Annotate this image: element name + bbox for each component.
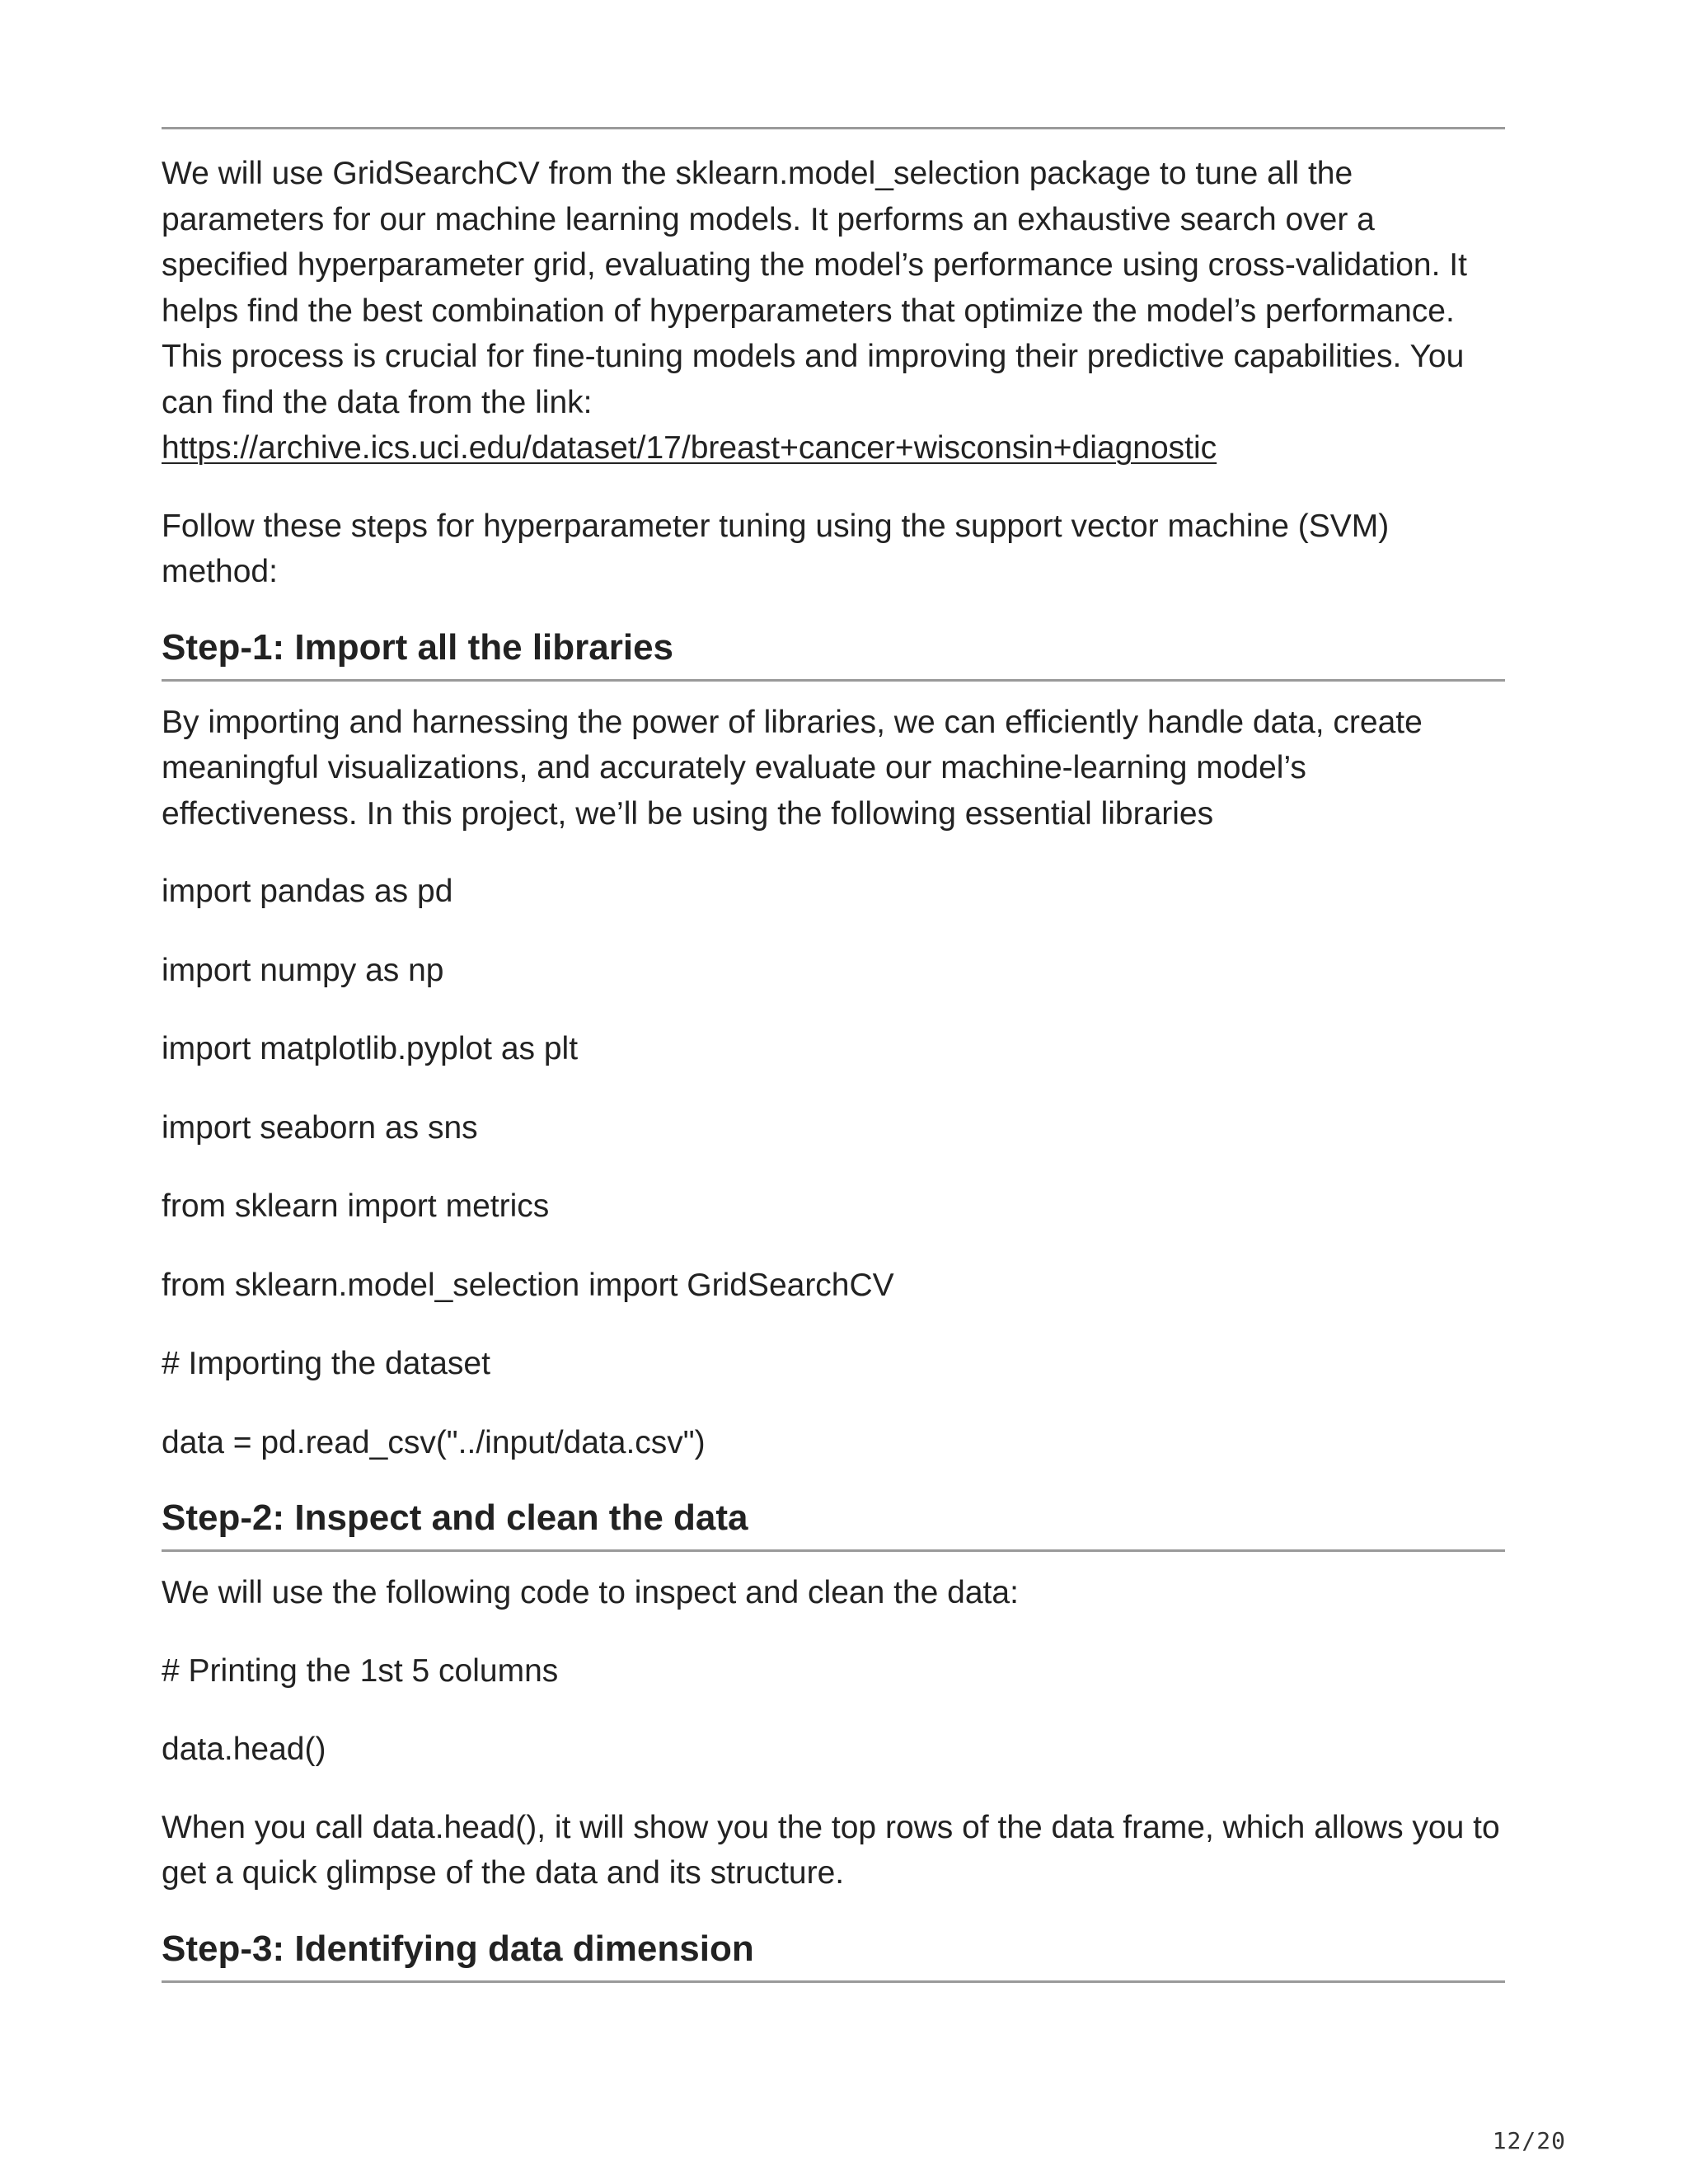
intro-paragraph: We will use GridSearchCV from the sklearn.model_selection package to tune all the parameters for our machine learning models. It performs an exhaustive search over a specified hyperparameter grid, evaluating the model’s performance using cross-validation. It helps find the best combination of hyperparameters that optimize the model’s performance. This process is crucial for fine-tuning models and improving their predictive capabilities. You can find the data from the link: <box>162 156 1467 420</box>
code-comment: # Printing the 1st 5 columns <box>162 1652 559 1689</box>
code-line: import numpy as np <box>162 952 444 988</box>
code-line: data.head() <box>162 1732 326 1767</box>
step2-heading: Step-2: Inspect and clean the data <box>162 1497 748 1538</box>
code-comment: # Importing the dataset <box>162 1346 490 1381</box>
top-divider <box>162 127 1505 129</box>
step2-divider <box>162 1549 1505 1552</box>
step3-section-header <box>162 1926 1505 1983</box>
step3-heading: Step-3: Identifying data dimension <box>162 1928 754 1969</box>
code-line: data = pd.read_csv("../input/data.csv") <box>162 1424 706 1460</box>
code-line: import seaborn as sns <box>162 1109 478 1146</box>
step3-divider <box>162 1980 1505 1983</box>
step1-paragraph: By importing and harnessing the power of libraries, we can efficiently handle data, create meaningful visualizations, and accurately evaluate our machine-learning model’s effectiveness. In this project, we’ll be using the following essential libraries <box>162 704 1423 832</box>
step2-paragraph: We will use the following code to inspect and clean the data: <box>162 1575 1019 1610</box>
steps-intro: Follow these steps for hyperparameter tuning using the support vector machine (SVM) method: <box>162 508 1390 589</box>
code-line: import pandas as pd <box>162 874 453 909</box>
step1-divider <box>162 679 1505 682</box>
step1-section-header <box>162 625 1505 682</box>
article-content <box>162 127 1505 2001</box>
dataset-link-line <box>162 425 1505 471</box>
step2-explanation: When you call data.head(), it will show you the top rows of the data frame, which allows you to get a quick glimpse of the data and its structure. <box>162 1809 1500 1891</box>
step1-heading: Step-1: Import all the libraries <box>162 626 674 668</box>
code-line: from sklearn import metrics <box>162 1188 550 1224</box>
page-number: 12/20 <box>1492 2127 1566 2154</box>
step2-section-header <box>162 1495 1505 1552</box>
code-line: import matplotlib.pyplot as plt <box>162 1031 579 1066</box>
code-line: from sklearn.model_selection import GridSearchCV <box>162 1267 894 1303</box>
dataset-link[interactable]: https://archive.ics.uci.edu/dataset/17/breast+cancer+wisconsin+diagnostic <box>162 430 1217 466</box>
